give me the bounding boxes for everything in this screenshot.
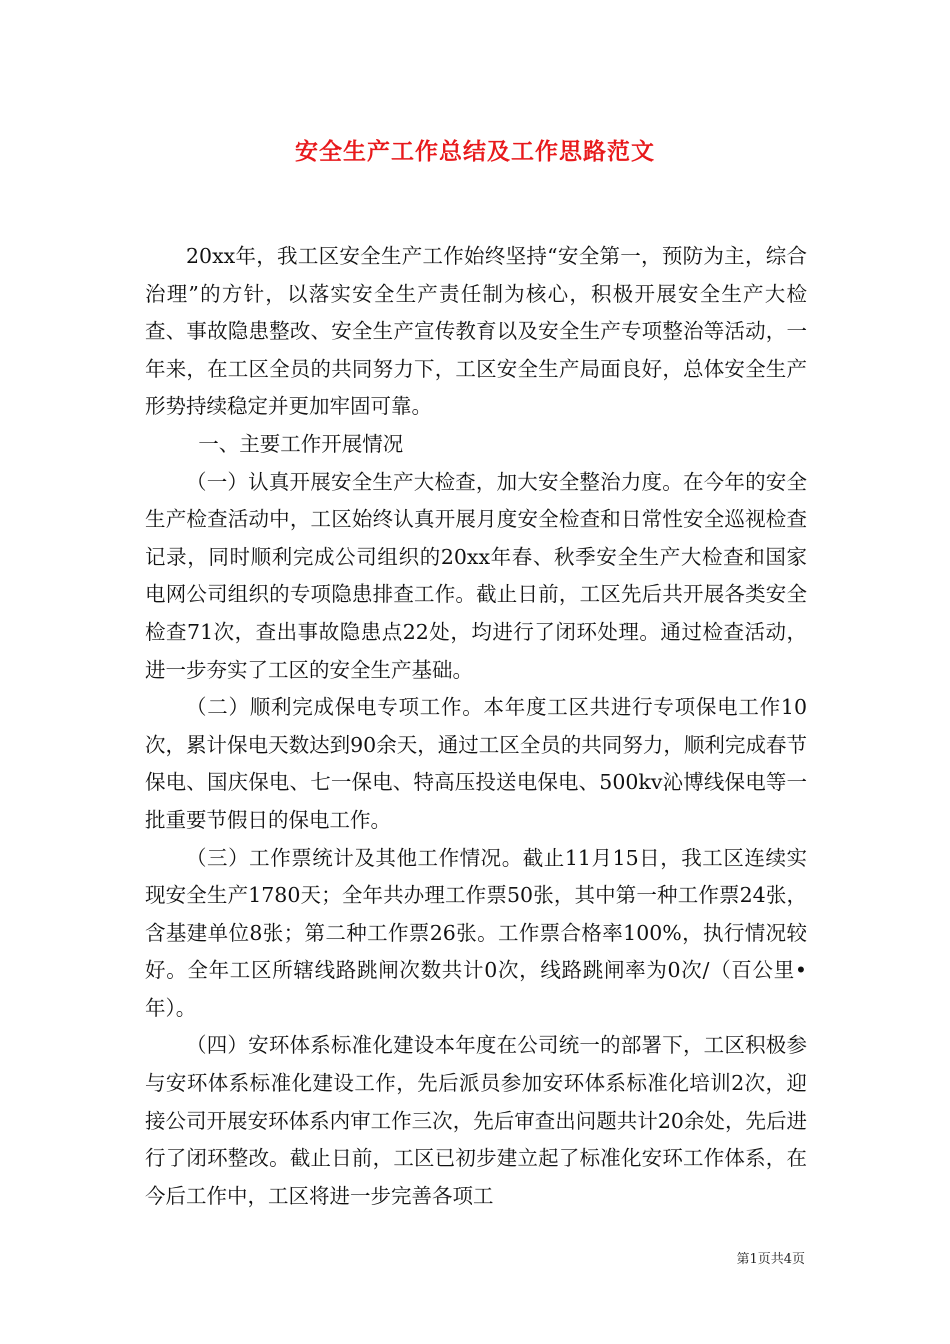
paragraph-work-tickets: （三）工作票统计及其他工作情况。截止11月15日，我工区连续实现安全生产1780天；全年共办理工作票50张，其中第一种工作票24张，含基建单位8张；第二种工作票26张。工作票合格率100%，执行情况较好。全年工区所辖线路跳闸次数共计0次，线路跳闸率为0次/（百公里•年）。 <box>145 845 807 1020</box>
page-number: 第1页共4页 <box>736 1252 805 1267</box>
document-body <box>145 238 807 1215</box>
page-title: 安全生产工作总结及工作思路范文 <box>295 138 655 165</box>
paragraph-power-guarantee: （二）顺利完成保电专项工作。本年度工区共进行专项保电工作10次，累计保电天数达到90余天，通过工区全员的共同努力，顺利完成春节保电、国庆保电、七一保电、特高压投送电保电、500kv沁博线保电等一批重要节假日的保电工作。 <box>145 695 807 832</box>
intro-paragraph: 20xx年，我工区安全生产工作始终坚持“安全第一，预防为主，综合治理”的方针，以落实安全生产责任制为核心，积极开展安全生产大检查、事故隐患整改、安全生产宣传教育以及安全生产专项整治等活动，一年来，在工区全员的共同努力下，工区安全生产局面良好，总体安全生产形势持续稳定并更加牢固可靠。 <box>145 244 807 419</box>
paragraph-standardization: （四）安环体系标准化建设本年度在公司统一的部署下，工区积极参与安环体系标准化建设工作，先后派员参加安环体系标准化培训2次，迎接公司开展安环体系内审工作三次，先后审查出问题共计20余处，先后进行了闭环整改。截止日前，工区已初步建立起了标准化安环工作体系，在今后工作中，工区将进一步完善各项工 <box>145 1033 807 1208</box>
paragraph-safety-inspection: （一）认真开展安全生产大检查，加大安全整治力度。在今年的安全生产检查活动中，工区始终认真开展月度安全检查和日常性安全巡视检查记录，同时顺利完成公司组织的20xx年春、秋季安全生产大检查和国家电网公司组织的专项隐患排查工作。截止日前，工区先后共开展各类安全检查71次，查出事故隐患点22处，均进行了闭环处理。通过检查活动，进一步夯实了工区的安全生产基础。 <box>145 469 807 682</box>
section-heading: 一、主要工作开展情况 <box>198 431 404 456</box>
